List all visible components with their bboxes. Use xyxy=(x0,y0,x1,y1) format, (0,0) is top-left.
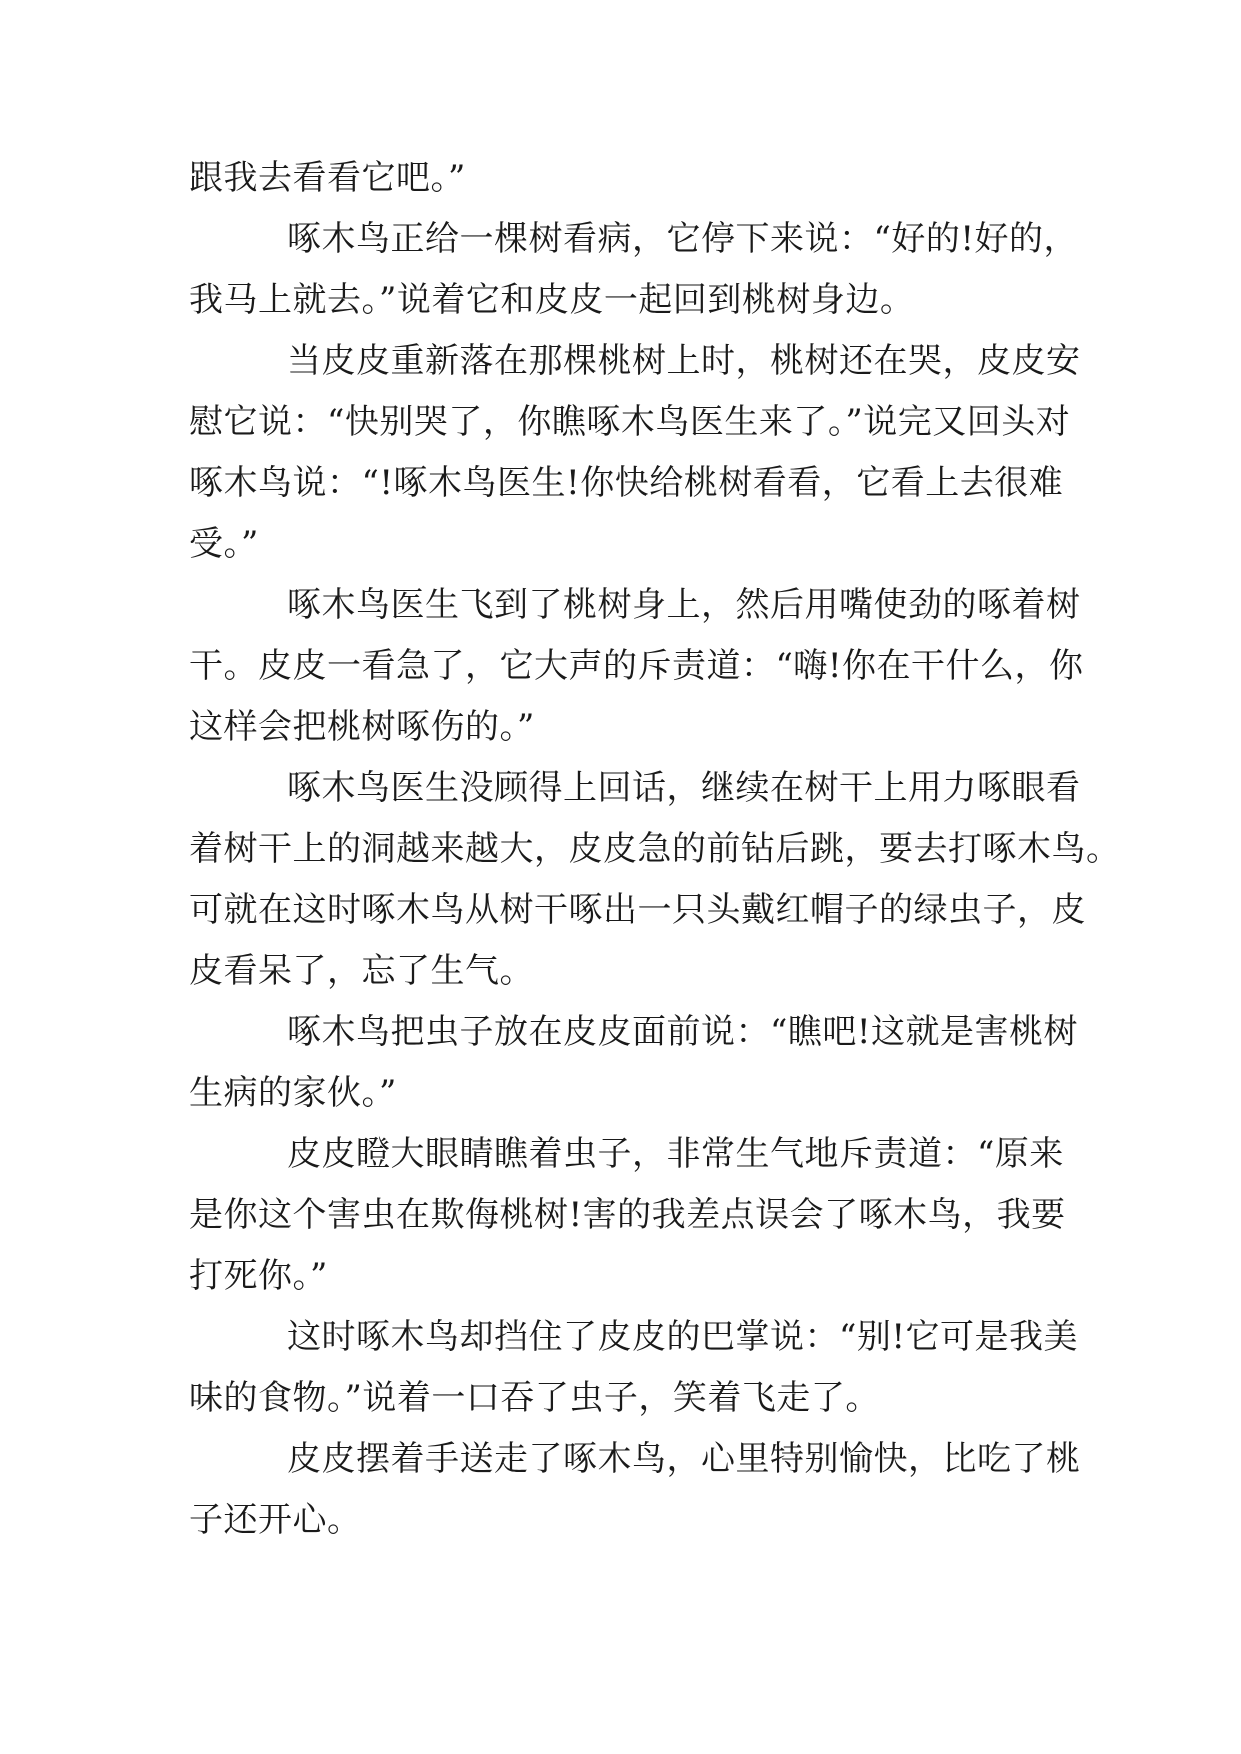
text-line: 受。” xyxy=(189,524,259,564)
text-line: 皮看呆了，忘了生气。 xyxy=(189,951,534,991)
paragraph-start-line: 皮皮瞪大眼睛瞧着虫子，非常生气地斥责道：“原来 xyxy=(287,1134,1064,1174)
text-line: 跟我去看看它吧。” xyxy=(189,158,466,198)
paragraph-start-line: 当皮皮重新落在那棵桃树上时，桃树还在哭，皮皮安 xyxy=(287,341,1081,381)
paragraph-start-line: 啄木鸟把虫子放在皮皮面前说：“瞧吧!这就是害桃树 xyxy=(287,1012,1079,1052)
text-line: 生病的家伙。” xyxy=(189,1073,397,1113)
paragraph-start-line: 啄木鸟医生没顾得上回话，继续在树干上用力啄眼看 xyxy=(287,768,1081,808)
text-line: 干。皮皮一看急了，它大声的斥责道：“嗨!你在干什么，你 xyxy=(189,646,1084,686)
paragraph-start-line: 这时啄木鸟却挡住了皮皮的巴掌说：“别!它可是我美 xyxy=(287,1317,1079,1357)
paragraph-start-line: 啄木鸟医生飞到了桃树身上，然后用嘴使劲的啄着树 xyxy=(287,585,1081,625)
paragraph-start-line: 皮皮摆着手送走了啄木鸟，心里特别愉快，比吃了桃 xyxy=(287,1439,1081,1479)
text-line: 啄木鸟说：“!啄木鸟医生!你快给桃树看看，它看上去很难 xyxy=(189,463,1064,503)
story-text xyxy=(189,148,1121,1551)
text-line: 味的食物。”说着一口吞了虫子，笑着飞走了。 xyxy=(189,1378,880,1418)
text-line: 着树干上的洞越来越大，皮皮急的前钻后跳，要去打啄木鸟。 xyxy=(189,829,1121,869)
text-line: 是你这个害虫在欺侮桃树!害的我差点误会了啄木鸟，我要 xyxy=(189,1195,1066,1235)
text-line: 打死你。” xyxy=(189,1256,328,1296)
text-line: 慰它说：“快别哭了，你瞧啄木鸟医生来了。”说完又回头对 xyxy=(189,402,1071,442)
text-line: 子还开心。 xyxy=(189,1500,362,1540)
text-line: 我马上就去。”说着它和皮皮一起回到桃树身边。 xyxy=(189,280,915,320)
text-line: 可就在这时啄木鸟从树干啄出一只头戴红帽子的绿虫子，皮 xyxy=(189,890,1086,930)
paragraph-start-line: 啄木鸟正给一棵树看病，它停下来说：“好的!好的， xyxy=(287,219,1079,259)
text-line: 这样会把桃树啄伤的。” xyxy=(189,707,535,747)
